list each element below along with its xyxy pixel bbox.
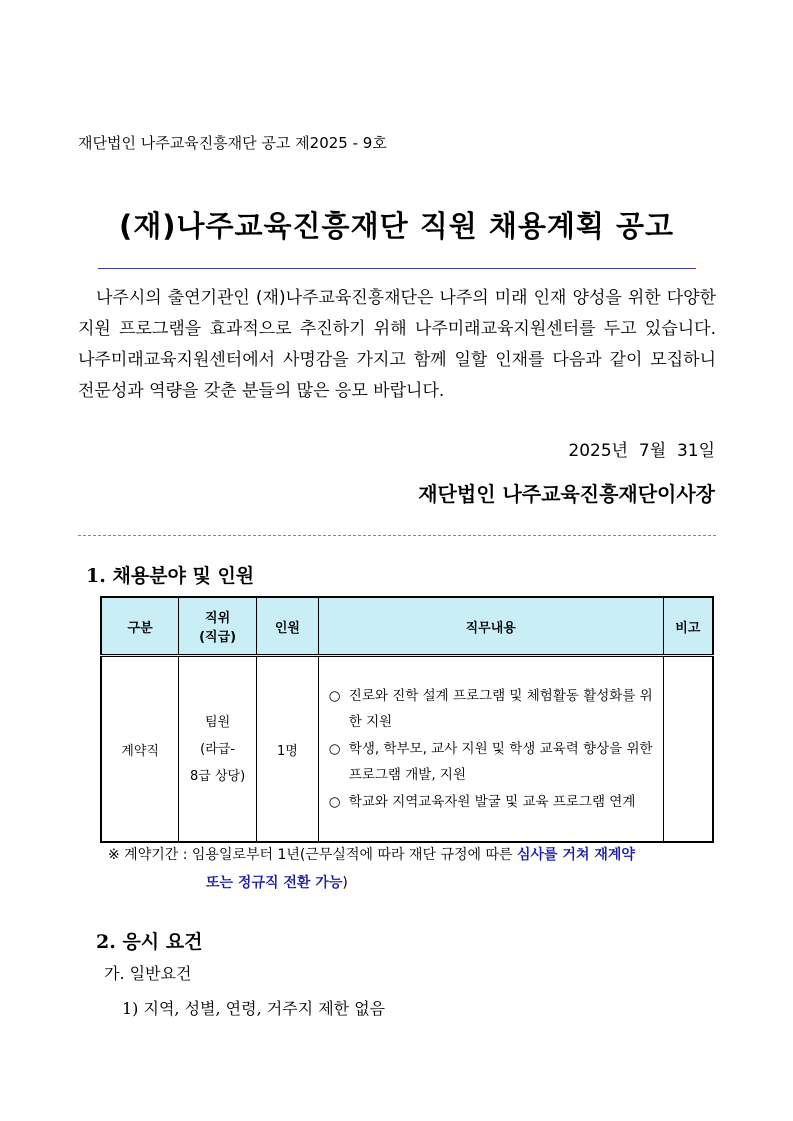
- section-divider: [78, 535, 716, 536]
- notice-number: 재단법인 나주교육진흥재단 공고 제2025 - 9호: [78, 134, 387, 152]
- circle-bullet-icon: ○: [328, 740, 341, 757]
- header-headcount: 인원: [257, 597, 319, 656]
- header-remarks: 비고: [663, 597, 713, 656]
- intro-paragraph: 나주시의 출연기관인 (재)나주교육진흥재단은 나주의 미래 인재 양성을 위한 다양한 지원 프로그램을 효과적으로 추진하기 위해 나주미래교육지원센터를 두고 있습니다. 나주미래교육지원센터에서 사명감을 가지고 함께 일할 인재를 다음과 같이 모집하니 전문성과 역량을 갖춘 분들의 많은 응모 바랍니다.: [78, 288, 716, 401]
- requirement-item: 1) 지역, 성별, 연령, 거주지 제한 없음: [122, 999, 386, 1018]
- contract-period-note: [108, 841, 716, 897]
- cell-position-line3: 8급 상당): [190, 768, 246, 784]
- note-prefix: ※ 계약기간 : 임용일로부터 1년(근무실적에 따라 재단 규정에 따른: [108, 847, 517, 863]
- duty-text: 학생, 학부모, 교사 지원 및 학생 교육력 향상을 위한 프로그램 개발, 지원: [348, 740, 653, 784]
- subsection-general-requirements: 가. 일반요건: [104, 964, 192, 983]
- publication-date: 2025년 7월 31일: [568, 441, 715, 461]
- note-line-2: [108, 869, 716, 897]
- table-row: [101, 656, 713, 843]
- duty-item: [329, 736, 655, 789]
- cell-position: [179, 656, 257, 843]
- title-underline: [98, 268, 696, 269]
- circle-bullet-icon: ○: [328, 687, 341, 704]
- note-line-1: [108, 841, 716, 869]
- table-header-row: [101, 597, 713, 656]
- cell-category: 계약직: [101, 656, 179, 843]
- cell-position-line2: (라급-: [200, 741, 236, 757]
- duty-item: [329, 789, 655, 816]
- section-2-title: 2. 응시 요건: [96, 931, 203, 953]
- header-category: 구분: [101, 597, 179, 656]
- cell-duties: [318, 656, 663, 843]
- cell-headcount: 1명: [257, 656, 319, 843]
- note-highlight-2: 또는 정규직 전환 가능: [206, 875, 343, 891]
- issuing-organization: 재단법인 나주교육진흥재단이사장: [418, 482, 715, 506]
- header-position-line2: (직급): [199, 630, 237, 645]
- duty-text: 학교와 지역교육자원 발굴 및 교육 프로그램 연계: [348, 793, 636, 810]
- page-title: (재)나주교육진흥재단 직원 채용계획 공고: [118, 209, 675, 243]
- section-1-title: 1. 채용분야 및 인원: [86, 565, 255, 587]
- header-position-line1: 직위: [205, 611, 231, 626]
- header-position: [179, 597, 257, 656]
- circle-bullet-icon: ○: [328, 793, 341, 810]
- recruitment-table: [100, 596, 714, 843]
- note-highlight-1: 심사를 거쳐 재계약: [516, 847, 635, 863]
- cell-position-line1: 팀원: [205, 714, 231, 730]
- duty-item: [329, 683, 655, 736]
- cell-remarks: [663, 656, 713, 843]
- duty-text: 진로와 진학 설계 프로그램 및 체험활동 활성화를 위한 지원: [348, 687, 653, 731]
- note-suffix: ): [342, 875, 348, 891]
- header-duties: 직무내용: [318, 597, 663, 656]
